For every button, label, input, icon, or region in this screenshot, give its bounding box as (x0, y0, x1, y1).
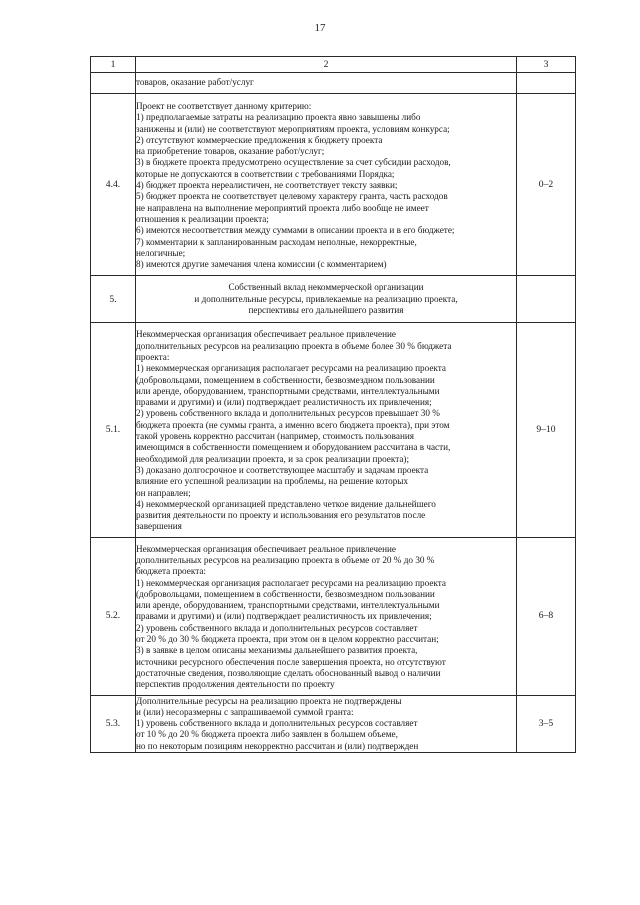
text-line: которые не допускаются в соответствии с требованиями Порядка; (136, 168, 395, 179)
text-line: правами и другими) и (или) подтверждает реалистичность их привлечения; (136, 397, 432, 408)
text-line: на приобретение товаров, оказание работ/услуг; (136, 146, 325, 157)
table-row (91, 695, 576, 752)
text-line: 2) уровень собственного вклада и дополнительных ресурсов превышает 30 % (136, 408, 440, 419)
score-range: 6–8 (517, 537, 576, 695)
text-line: Собственный вклад некоммерческой организации (228, 282, 424, 293)
text-line: 2) отсутствуют коммерческие предложения к бюджету проекта (136, 134, 383, 145)
table-row (91, 73, 576, 94)
table-row (91, 94, 576, 276)
text-line: завершения (136, 521, 182, 532)
row-number: 4.4. (91, 94, 136, 276)
criterion-description (136, 73, 517, 94)
text-line: правами и другими) и (или) подтверждает реалистичность их привлечения; (136, 611, 432, 622)
text-line: (добровольцами, помещением в собственности, безвозмездном пользовании (136, 374, 435, 385)
text-line: имеющимся в собственности помещением и оборудованием рассчитана в части, (136, 442, 451, 453)
text-line: источники ресурсного обеспечения после завершения проекта, но отсутствуют (136, 656, 446, 667)
score-range (517, 73, 576, 94)
text-line: проекта: (136, 351, 170, 362)
text-line: 2) уровень собственного вклада и дополнительных ресурсов составляет (136, 622, 418, 633)
table-row (91, 276, 576, 323)
text-line: нелогичные; (136, 247, 186, 258)
criterion-description (136, 323, 517, 537)
page-number: 17 (314, 22, 326, 34)
text-line: занижены и (или) не соответствуют мероприятиям проекта, условиям конкурса; (136, 123, 450, 134)
text-line: 1) некоммерческая организация располагает ресурсами на реализацию проекта (136, 577, 446, 588)
text-line: и дополнительные ресурсы, привлекаемые на реализацию проекта, (194, 293, 458, 304)
criterion-description (136, 537, 517, 695)
text-line: или аренде, оборудованием, транспортными средствами, интеллектуальными (136, 385, 440, 396)
text-line: 4) некоммерческой организацией представлено четкое видение дальнейшего (136, 498, 436, 509)
table-row (91, 537, 576, 695)
text-line: бюджета проекта: (136, 566, 206, 577)
text-line: перспектив продолжения деятельности по проекту (136, 679, 335, 690)
text-line: от 20 % до 30 % бюджета проекта, при этом он в целом корректно рассчитан; (136, 634, 439, 645)
text-line: 7) комментарии к запланированным расходам неполные, некорректные, (136, 236, 417, 247)
criteria-table (90, 56, 576, 753)
header-col-3: 3 (517, 57, 576, 73)
text-line: но по некоторым позициям некорректно рассчитан и (или) подтвержден (136, 740, 419, 751)
text-line: достаточные сведения, позволяющие сделать обоснованный вывод о наличии (136, 667, 441, 678)
text-line: 4) бюджет проекта нереалистичен, не соответствует тексту заявки; (136, 180, 398, 191)
text-line: такой уровень корректно рассчитан (например, стоимость пользования (136, 431, 415, 442)
table-row (91, 323, 576, 537)
score-range: 3–5 (517, 695, 576, 752)
text-line: Проект не соответствует данному критерию: (136, 101, 312, 111)
row-number: 5.3. (91, 695, 136, 752)
header-col-1: 1 (91, 57, 136, 73)
text-line: 5) бюджет проекта не соответствует целевому характеру гранта, часть расходов (136, 191, 448, 202)
row-number (91, 73, 136, 94)
header-col-2: 2 (136, 57, 517, 73)
text-line: Дополнительные ресурсы на реализацию проекта не подтверждены (136, 695, 402, 706)
text-line: от 10 % до 20 % бюджета проекта либо заявлен в большем объеме, (136, 729, 398, 740)
text-line: не направлена на выполнение мероприятий проекта либо вообще не имеет (136, 202, 429, 213)
text-line: 3) в заявке в целом описаны механизмы дальнейшего развития проекта, (136, 645, 418, 656)
text-line: Некоммерческая организация обеспечивает реальное привлечение (136, 543, 396, 554)
text-line: или аренде, оборудованием, транспортными средствами, интеллектуальными (136, 600, 440, 611)
text-line: (добровольцами, помещением в собственности, безвозмездном пользовании (136, 588, 435, 599)
criterion-description (136, 695, 517, 752)
text-line: дополнительных ресурсов на реализацию проекта в объеме от 20 % до 30 % (136, 554, 435, 565)
text-line: 1) некоммерческая организация располагает ресурсами на реализацию проекта (136, 363, 446, 374)
row-number: 5.2. (91, 537, 136, 695)
text-line: 8) имеются другие замечания члена комиссии (с комментарием) (136, 259, 387, 270)
score-range: 0–2 (517, 94, 576, 276)
text-line: он направлен; (136, 487, 191, 498)
criteria-table-body (91, 57, 576, 753)
text-line: товаров, оказание работ/услуг (136, 77, 254, 88)
text-line: бюджета проекта (не суммы гранта, а именно всего бюджета проекта), при этом (136, 419, 450, 430)
text-line: развития деятельности по проекту и использования его результатов после (136, 510, 426, 521)
table-header-row (91, 57, 576, 73)
text-line: отношения к реализации проекта; (136, 213, 269, 224)
text-line: и (или) несоразмерны с запрашиваемой суммой гранта: (136, 706, 354, 717)
text-line: Некоммерческая организация обеспечивает реальное привлечение (136, 329, 396, 340)
text-line: перспективы его дальнейшего развития (248, 305, 404, 316)
text-line: необходимой для реализации проекта, и за срок реализации проекта); (136, 453, 410, 464)
text-line: 1) предполагаемые затраты на реализацию проекта явно завышены либо (136, 112, 421, 123)
text-line: 3) доказано долгосрочное и соответствующее масштабу и задачам проекта (136, 464, 429, 475)
criterion-description (136, 94, 517, 276)
text-line: 6) имеются несоответствия между суммами в описании проекта и в его бюджете; (136, 225, 455, 236)
row-number: 5.1. (91, 323, 136, 537)
text-line: 3) в бюджете проекта предусмотрено осуществление за счет субсидии расходов, (136, 157, 451, 168)
score-range: 9–10 (517, 323, 576, 537)
text-line: дополнительных ресурсов на реализацию проекта в объеме более 30 % бюджета (136, 340, 452, 351)
row-number: 5. (91, 276, 136, 323)
text-line: 1) уровень собственного вклада и дополнительных ресурсов составляет (136, 718, 418, 729)
section-title (136, 276, 517, 323)
score-range (517, 276, 576, 323)
text-line: влияние его успешной реализации на проблемы, на решение которых (136, 476, 409, 487)
